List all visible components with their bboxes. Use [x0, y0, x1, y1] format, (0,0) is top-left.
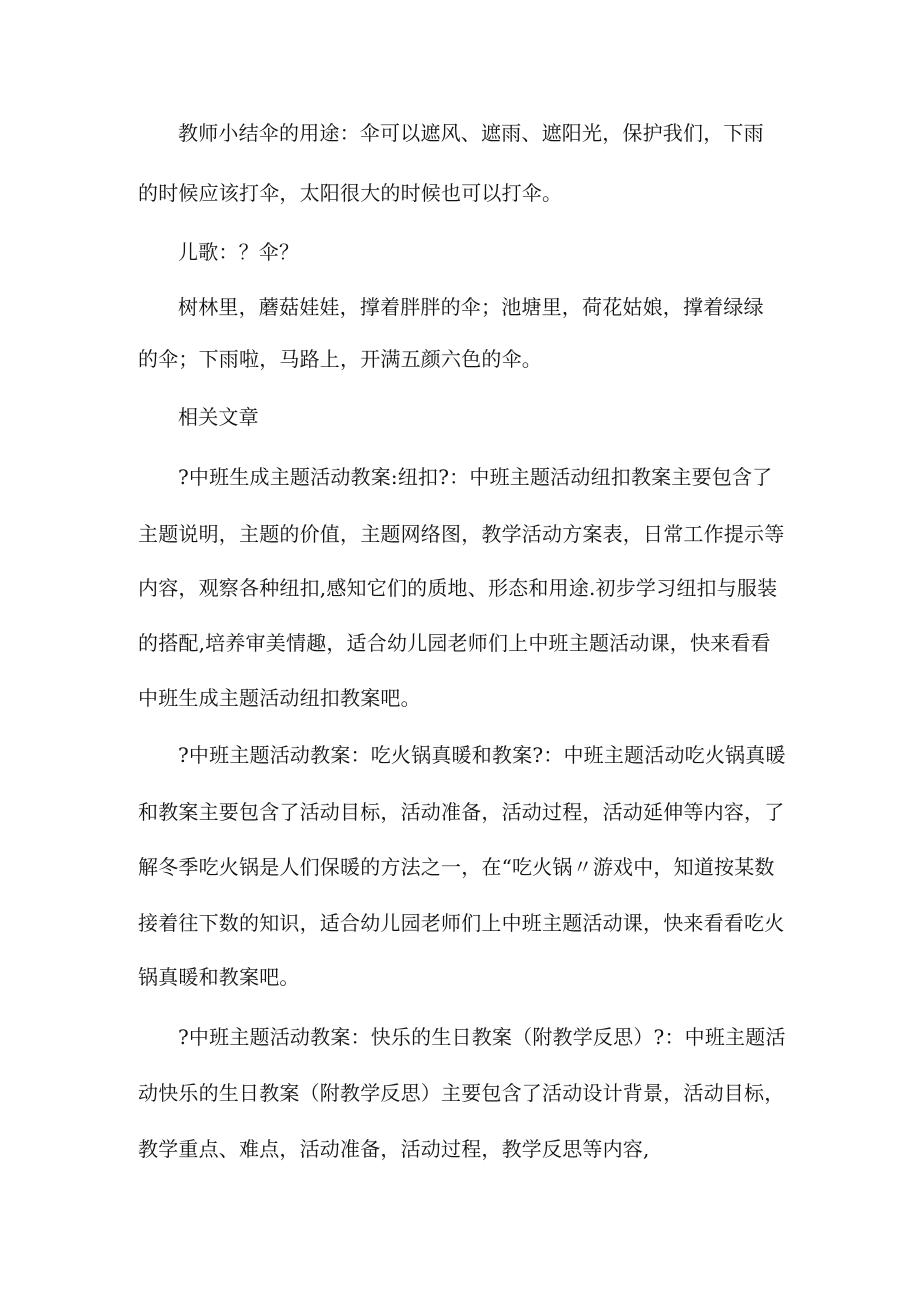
nursery-rhyme-line-2: 的伞；下雨啦，马路上，开满五颜六色的伞。 [138, 347, 542, 371]
related-article-3-line-1: ?中班主题活动教案：快乐的生日教案（附教学反思）?：中班主题活 [178, 1025, 786, 1049]
related-article-1-line-1: ?中班生成主题活动教案:纽扣?：中班主题活动纽扣教案主要包含了 [178, 465, 773, 489]
related-article-1-line-4: 的搭配,培养审美情趣，适合幼儿园老师们上中班主题活动课，快来看看 [138, 631, 771, 655]
teacher-summary-line-2: 的时候应该打伞，太阳很大的时候也可以打伞。 [138, 181, 563, 205]
related-article-1-line-3: 内容，观察各种纽扣,感知它们的质地、形态和用途.初步学习纽扣与服装 [138, 576, 778, 600]
related-article-3-line-3: 教学重点、难点，活动准备，活动过程，教学反思等内容, [138, 1137, 650, 1161]
related-article-2-line-2: 和教案主要包含了活动目标，活动准备，活动过程，活动延伸等内容，了 [138, 800, 785, 824]
related-article-2-line-4: 接着往下数的知识，适合幼儿园老师们上中班主题活动课，快来看看吃火 [138, 911, 785, 935]
nursery-rhyme-line-1: 树林里，蘑菇娃娃，撑着胖胖的伞；池塘里，荷花姑娘，撑着绿绿 [178, 295, 764, 319]
related-articles-heading: 相关文章 [178, 405, 259, 429]
related-article-2-line-3: 解冬季吃火锅是人们保暖的方法之一，在“吃火锅〃游戏中，知道按某数 [138, 855, 775, 879]
related-article-2-line-1: ?中班主题活动教案：吃火锅真暖和教案?：中班主题活动吃火锅真暖 [178, 743, 786, 767]
nursery-rhyme-title: 儿歌：？伞？ [178, 240, 300, 264]
related-article-3-line-2: 动快乐的生日教案（附教学反思）主要包含了活动设计背景，活动目标， [138, 1081, 785, 1105]
related-article-1-line-5: 中班生成主题活动纽扣教案吧。 [138, 686, 421, 710]
teacher-summary-line-1: 教师小结伞的用途：伞可以遮风、遮雨、遮阳光，保护我们，下雨 [178, 121, 764, 145]
related-article-2-line-5: 锅真暖和教案吧。 [138, 965, 300, 989]
related-article-1-line-2: 主题说明，主题的价值，主题网络图，教学活动方案表，日常工作提示等 [138, 522, 785, 546]
